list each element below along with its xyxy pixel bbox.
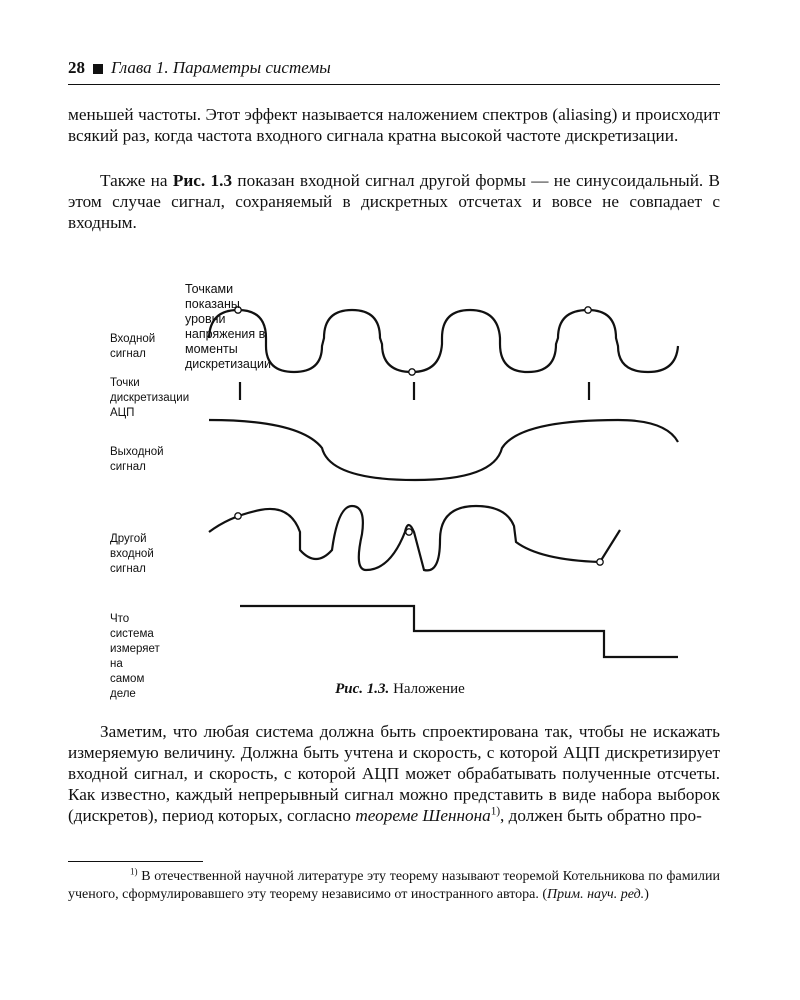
label-adc-line-1: Точки [110,377,140,389]
label-other-input [110,532,154,577]
paragraph-3-text-b: , должен быть обратно про- [500,806,702,825]
chapter-title: Глава 1. Параметры системы [111,58,331,77]
label-measured-line-3: на самом деле [110,658,145,700]
output-signal-waveform [209,420,678,480]
header-rule [68,84,720,85]
paragraph-1: меньшей частоты. Этот эффект называется наложением спектров (aliasing) и происходит всякий раз, когда частота входного сигнала кратна высокой частоте дискретизации. [68,105,720,145]
label-input-signal: Входной сигнал [110,333,156,360]
other-input-waveform [209,506,620,570]
caption-number: Рис. 1.3. [335,681,390,697]
footnote-rule [68,861,203,862]
caption-text: Наложение [393,681,465,697]
label-measured-line-2: измеряет [110,643,160,655]
paragraph-2 [68,170,720,233]
paragraph-2-text-a: Также на [100,171,173,190]
sample-point [597,559,603,565]
page-number: 28 [68,58,85,77]
footnote [68,868,720,904]
figure-title: Точками показаны уровни напряжения в моменты дискретизации [185,282,271,371]
figure-reference: Рис. 1.3 [172,171,233,190]
sample-point [235,513,241,519]
label-adc-points [110,376,189,421]
footnote-marker: 1) [130,866,138,877]
running-head [68,58,720,84]
sample-point [585,307,591,313]
label-measured-line-1: Что система [110,613,154,640]
shannon-theorem-term: теореме Шеннона [355,806,491,825]
label-output-signal: Выходной сигнал [110,446,164,473]
footnote-marker-ref[interactable]: 1) [490,805,501,818]
label-other-line-1: Другой входной [110,533,154,560]
sample-point [406,529,412,535]
input-signal-waveform [209,310,678,372]
footnote-text-a: В отечественной научной литературе эту теорему называют теоремой Котельникова по фамилии ученого, сформулировавшего эту теорему независимо от иностранного автора. ( [68,869,721,902]
label-other-line-2: сигнал [110,563,146,575]
footnote-editor-note: Прим. науч. ред. [547,887,645,902]
footnote-text-b: ) [644,887,649,902]
label-adc-line-2: дискретизации АЦП [110,392,190,419]
sample-point [409,369,415,375]
paragraph-3 [68,721,720,826]
paragraph-2-text-b: показан входной сигнал другой формы — не синусоидальный. В этом случае сигнал, сохраняемый в дискретных отсчетах и вовсе не совпадает с входным. [68,171,721,232]
square-bullet-icon [93,64,103,74]
measured-step-waveform [240,606,678,657]
paragraph-3-text-a: Заметим, что любая система должна быть спроектирована так, чтобы не искажать измеряемую величину. Должна быть учтена и скорость, с которой АЦП дискретизирует входной сигнал, и скорость, с которой АЦП может обрабатывать полученные отсчеты. Как известно, каждый непрерывный сигнал можно представить в виде набора выборок (дискретов), период которых, согласно [68,722,720,825]
figure-caption [0,681,800,698]
